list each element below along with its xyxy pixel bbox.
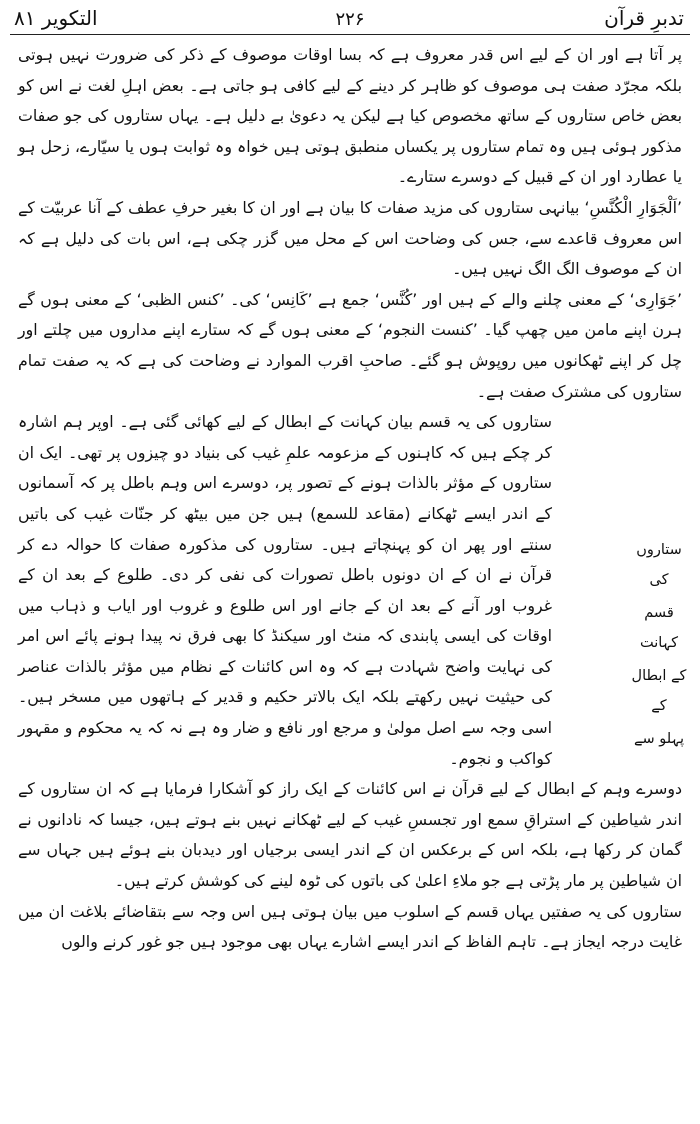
header-rule [10, 34, 690, 35]
body-text [18, 40, 682, 958]
surah-header: التکویر ۸۱ [14, 6, 98, 30]
paragraph-2: ’اَلْجَوَارِ الْکُنَّسِ‘ بیانہی ستاروں کی مزید صفات کا بیان ہے اور ان کا بغیر حرفِ عطف کے آنا عربیّت کے اس معروف قاعدے سے، جس کی وضاحت اس کے محل میں گزر چکی ہے، اس بات کی دلیل ہے کہ ان کے موصوف الگ الگ نہیں ہیں۔ [18, 197, 682, 279]
paragraph-3: ’جَوَارِی‘ کے معنی چلنے والے کے ہیں اور ’کُنَّس‘ جمع ہے ’کَانِس‘ کی۔ ’کنس الظبی‘ کے معنی ہوں گے ہرن اپنے مامن میں چھپ گیا۔ ’کنست النجوم‘ کے معنی ہوں گے کہ ستارے اپنے مداروں میں چلتے اور چل کر اپنے ٹھکانوں میں روپوش ہو گئے۔ صاحبِ اقرب الموارد نے وضاحت کی ہے کہ یہ صفت تمام ستاروں کی مشترک صفت ہے۔ [18, 289, 682, 401]
margin-heading [626, 535, 692, 757]
paragraph-6: ستاروں کی یہ صفتیں یہاں قسم کے اسلوب میں بیان ہوتی ہیں اس وجہ سے بتقاضائے بلاغت ان میں غایت درجہ ایجاز ہے۔ تاہم الفاظ کے اندر ایسے اشارے یہاں بھی موجود ہیں جو غور کرنے والوں [18, 901, 682, 952]
margin-heading-line: قسم کہانت [639, 605, 679, 651]
book-title-header: تدبرِ قرآن [604, 6, 684, 30]
margin-heading-line: پہلو سے [633, 731, 685, 747]
page-number: ۲۲۶ [335, 9, 365, 30]
margin-heading-line: کے ابطال کے [631, 668, 687, 714]
paragraph-5: دوسرے وہم کے ابطال کے لیے قرآن نے اس کائنات کے ایک راز کو آشکارا فرمایا ہے کہ ان ستاروں کے اندر شیاطین کے استراقِ سمع اور تجسسِ غیب کے لیے ٹھکانے نہیں بنے ہوتے ہیں، جیسا کہ نادانوں نے گمان کر رکھا ہے، بلکہ اس کے برعکس ان کے اندر ایسی برجیاں اور دیدبان بنے ہوئے ہیں جہاں سے ان شیاطین پر مار پڑتی ہے جو ملاءِ اعلیٰ کی باتوں کی ٹوہ لینے کی کوشش کرتے ہیں۔ [18, 779, 682, 891]
margin-heading-line: ستاروں کی [636, 542, 682, 588]
paragraph-1: پر آتا ہے اور ان کے لیے اس قدر معروف ہے کہ بسا اوقات موصوف کے ذکر کی ضرورت نہیں ہوتی بلکہ مجرّد صفت ہی موصوف کو ظاہر کر دینے کے لیے کافی ہو جاتی ہے۔ بعض اہلِ لغت نے اس کو بعض خاص ستاروں کے ساتھ مخصوص کیا ہے لیکن یہ دعویٰ بے دلیل ہے۔ یہاں ستاروں کی جو صفات مذکور ہوئی ہیں وہ تمام ستاروں پر یکساں منطبق ہوتی ہیں خواہ وہ ثوابت ہوں یا سیّارے، زحل ہو یا عطارد اور ان کے قبیل کے دوسرے ستارے۔ [18, 45, 682, 187]
paragraph-4: ستاروں کی یہ قسم بیان کہانت کے ابطال کے لیے کھائی گئی ہے۔ اوپر ہم اشارہ کر چکے ہیں کہ کاہنوں کے مزعومہ علمِ غیب کی بنیاد دو چیزوں پر تھی۔ ایک ان ستاروں کے مؤثر بالذات ہونے کے تصور پر، دوسرے اس وہم باطل پر کہ آسمانوں کے اندر ایسے ٹھکانے (مقاعد للسمع) ہیں جن میں بیٹھ کر جنّات غیب کی باتیں سنتے اور پھر ان کو پہنچاتے ہیں۔ ستاروں کی مذکورہ صفات کا حوالہ دے کر قرآن نے ان کے ان دونوں باطل تصورات کی نفی کر دی۔ طلوع کے بعد ان کے غروب اور آنے کے بعد ان کے جانے اور اس طلوع و غروب اور ایاب و ذہاب میں اوقات کی ایسی پابندی کہ منٹ اور سیکنڈ کا بھی فرق نہ پیدا ہونے پائے اس امر کی نہایت واضح شہادت ہے کہ وہ اس کائنات کے نظام میں مؤثر بالذات عناصر کی حیثیت نہیں رکھتے بلکہ ایک بالاتر حکیم و قدیر کے ہاتھوں میں مسخر ہیں۔ اسی وجہ سے اصل مولیٰ و مرجع اور نافع و ضار وہ ہے نہ کہ یہ محکوم و مقہور کواکب و نجوم۔ [18, 412, 552, 768]
